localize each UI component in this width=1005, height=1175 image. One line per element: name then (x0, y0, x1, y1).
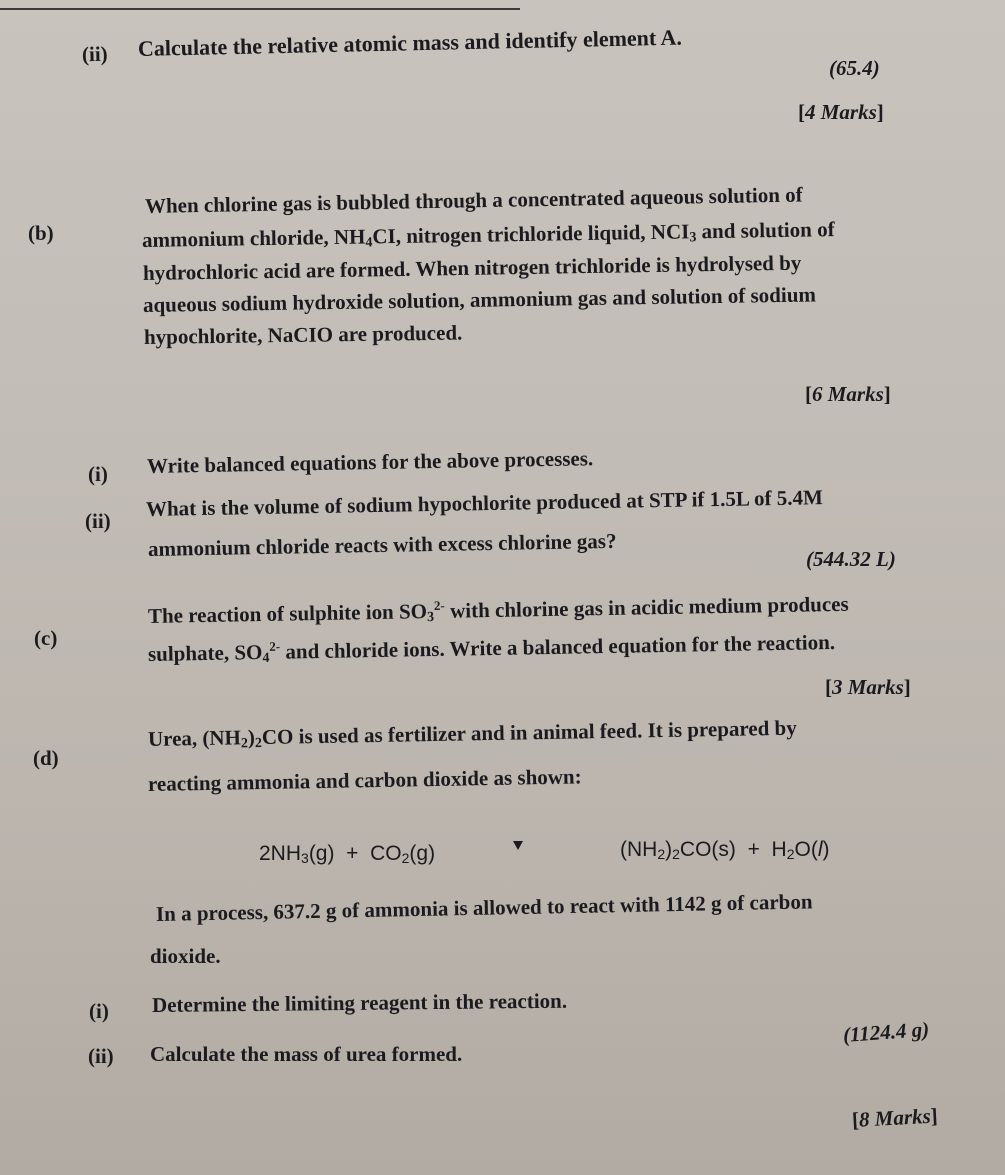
marks-text: 8 Marks (858, 1103, 932, 1132)
answer-value: (544.32 L) (806, 547, 896, 571)
section-label: (c) (34, 626, 58, 650)
marks-text: 3 Marks (832, 675, 904, 699)
question-text: What is the volume of sodium hypochlorite produced at STP if 1.5L of 5.4M (145, 485, 824, 521)
reaction-arrow-icon (513, 841, 523, 850)
subscript: 2 (786, 846, 795, 862)
paragraph-line (148, 716, 797, 754)
text-run: l (817, 838, 823, 861)
text-run: (g) + CO (308, 842, 402, 865)
text-run: with chlorine gas in acidic medium produces (444, 591, 849, 623)
text-run: and chloride ions. Write a balanced equation for the reaction. (279, 630, 836, 664)
text-run: CO is used as fertilizer and in animal feed. It is prepared by (261, 715, 797, 750)
marks-label: [6 Marks] (805, 382, 891, 406)
marks-label: [4 Marks] (798, 100, 884, 124)
paragraph-line: In a process, 637.2 g of ammonia is allowed to react with 1142 g of carbon (155, 889, 813, 926)
text-run: The reaction of sulphite ion SO (147, 599, 428, 628)
paragraph-line: When chlorine gas is bubbled through a concentrated aqueous solution of (144, 182, 803, 218)
marks-label: [8 Marks] (851, 1103, 939, 1132)
text-run: O( (794, 838, 818, 861)
section-label: (d) (33, 746, 59, 770)
subscript: 2 (254, 736, 263, 752)
question-text: Write balanced equations for the above processes. (146, 446, 594, 478)
text-run: Urea, (NH (147, 725, 242, 751)
marks-text: 6 Marks (812, 382, 884, 406)
subscript: 3 (301, 850, 309, 866)
text-run: 2NH (259, 842, 302, 865)
text-run: CO(s) + H (679, 838, 787, 861)
paragraph-line: hydrochloric acid are formed. When nitrogen trichloride is hydrolysed by (142, 250, 802, 285)
question-text: ammonium chloride reacts with excess chlorine gas? (147, 528, 617, 561)
subscript: 4 (365, 235, 373, 251)
question-label: (i) (89, 999, 109, 1023)
paragraph-line: reacting ammonia and carbon dioxide as shown: (147, 764, 582, 796)
text-run: and solution of (696, 217, 835, 244)
answer-value: (65.4) (829, 56, 880, 80)
paragraph-line (148, 591, 849, 631)
question-label: (i) (88, 462, 108, 486)
marks-label: [3 Marks] (825, 675, 911, 699)
text-run: ) (665, 838, 673, 861)
question-label: (ii) (85, 509, 111, 533)
paragraph-line: aqueous sodium hydroxide solution, ammonium gas and solution of sodium (142, 282, 817, 317)
superscript: 2- (269, 638, 281, 654)
paragraph-line: dioxide. (150, 944, 221, 968)
text-run: ) (247, 725, 256, 750)
subscript: 4 (262, 650, 270, 667)
question-text: Calculate the relative atomic mass and identify element A. (137, 24, 683, 61)
text-run: ammonium chloride, NH (141, 224, 366, 252)
paragraph-line (148, 629, 836, 669)
top-rule (0, 8, 520, 10)
paragraph-line: hypochlorite, NaCIO are produced. (143, 320, 463, 349)
text-run: sulphate, SO (147, 640, 263, 666)
subscript: 2 (401, 850, 410, 866)
superscript: 2- (433, 597, 445, 614)
section-label: (b) (28, 221, 54, 245)
question-label: (ii) (81, 41, 108, 67)
text-run: (NH (620, 838, 658, 861)
question-text: Determine the limiting reagent in the reaction. (151, 988, 568, 1017)
text-run: (g) (409, 842, 436, 865)
question-label: (ii) (88, 1044, 114, 1068)
text-run: CI, nitrogen trichloride liquid, NCI (372, 219, 690, 249)
equation-reactants (259, 842, 435, 866)
equation-products (620, 838, 829, 862)
paragraph-line (142, 217, 835, 255)
question-text: Calculate the mass of urea formed. (150, 1042, 463, 1066)
subscript: 2 (672, 846, 680, 862)
marks-text: 4 Marks (805, 100, 877, 124)
text-run: ) (822, 838, 830, 861)
subscript: 2 (657, 846, 666, 862)
subscript: 3 (689, 230, 697, 246)
answer-value: (1124.4 g) (842, 1017, 930, 1047)
subscript: 3 (426, 610, 435, 626)
subscript: 2 (240, 736, 249, 752)
